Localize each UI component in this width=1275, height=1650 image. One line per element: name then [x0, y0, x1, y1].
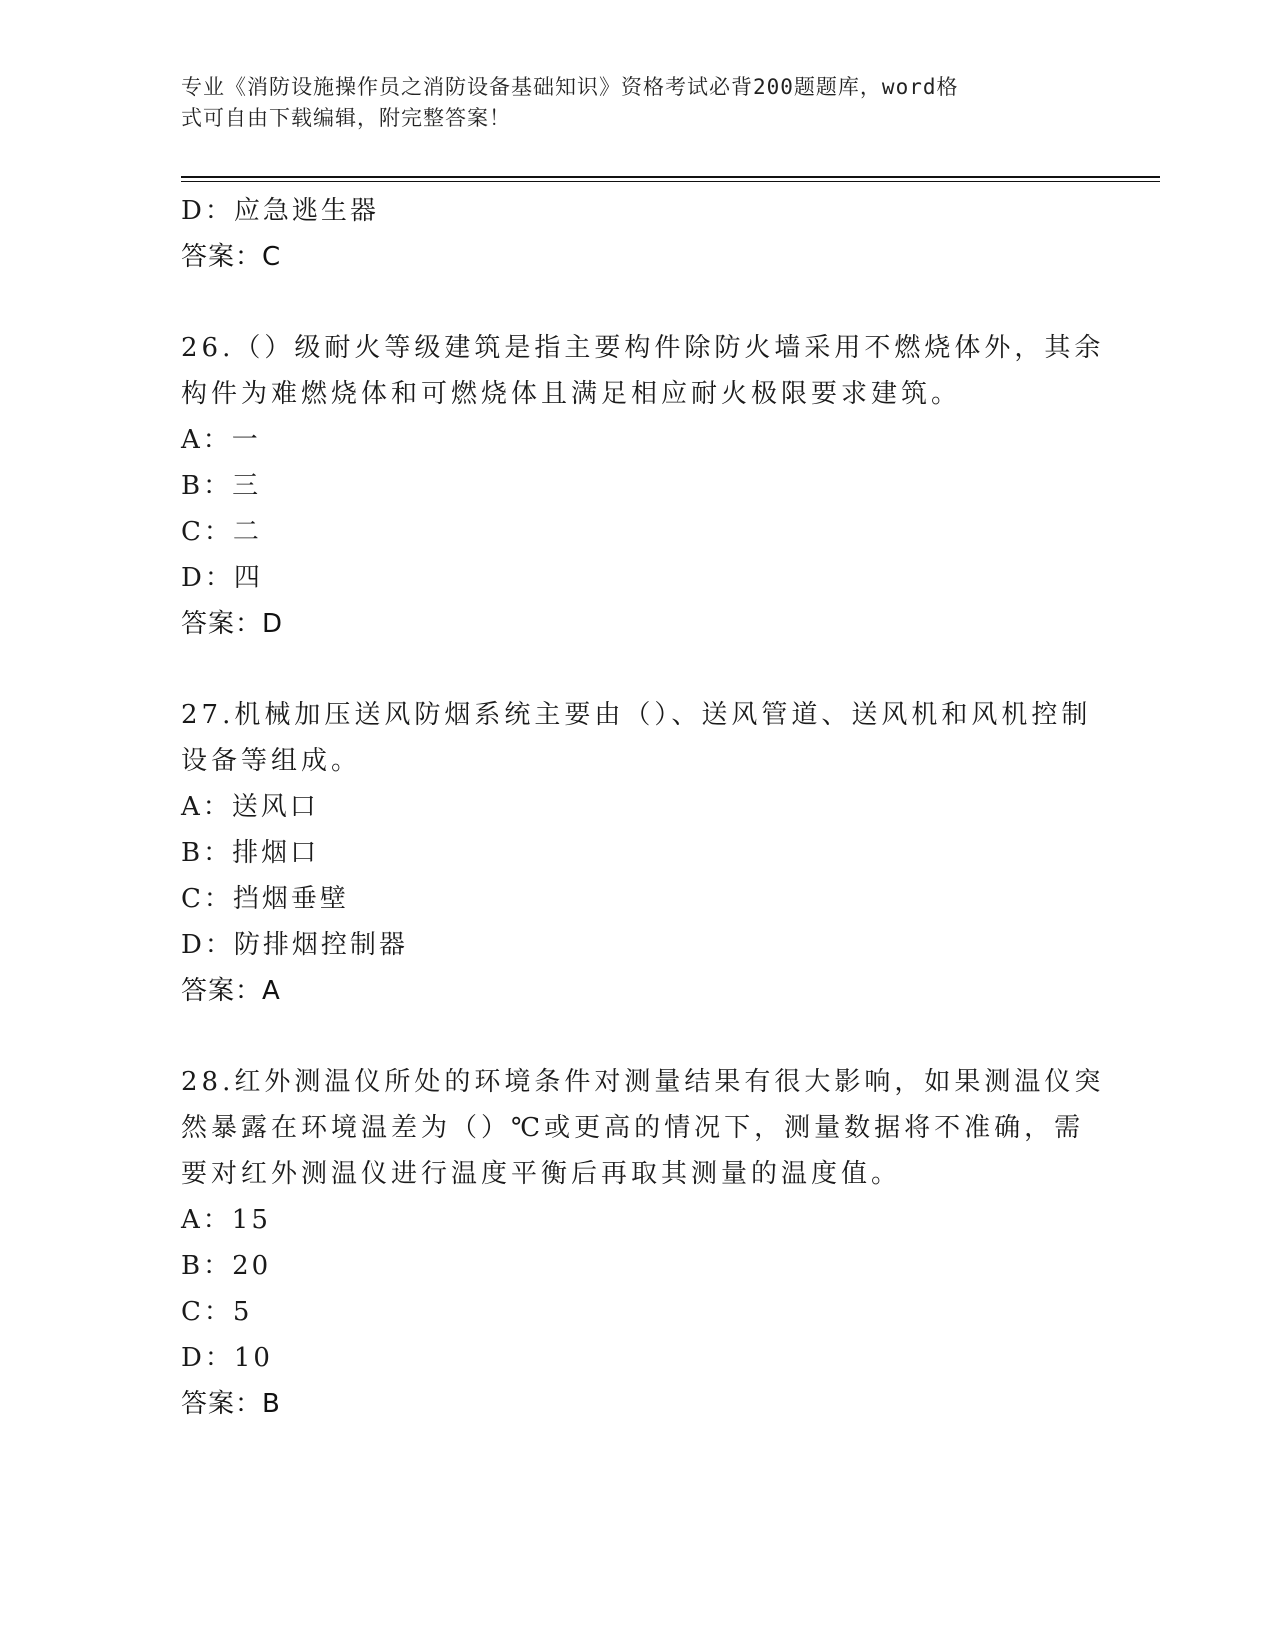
option-c: C：二	[181, 517, 262, 547]
option-d: D：10	[181, 1343, 273, 1373]
option-b: B：三	[181, 471, 262, 501]
option-b: B：排烟口	[181, 838, 320, 868]
carryover-option-d: D：应急逃生器	[181, 196, 379, 226]
header-divider-thin	[181, 181, 1160, 182]
option-a: A：15	[181, 1205, 271, 1235]
carryover-answer: 答案：C	[181, 242, 282, 272]
question-26	[181, 325, 1105, 647]
header-title-line-1: 专业《消防设施操作员之消防设备基础知识》资格考试必背200题题库，word格	[181, 75, 959, 99]
answer: 答案：B	[181, 1389, 281, 1419]
document-header	[181, 72, 1061, 134]
question-stem-line: 构件为难燃烧体和可燃烧体且满足相应耐火极限要求建筑。	[181, 379, 962, 409]
answer: 答案：D	[181, 609, 284, 639]
question-stem-line: 26.（）级耐火等级建筑是指主要构件除防火墙采用不燃烧体外，其余	[181, 333, 1105, 363]
option-b: B：20	[181, 1251, 272, 1281]
answer: 答案：A	[181, 976, 281, 1006]
option-a: A：一	[181, 425, 261, 455]
question-27	[181, 692, 1092, 1014]
header-title-line-2: 式可自由下载编辑，附完整答案！	[181, 106, 511, 130]
option-c: C：挡烟垂壁	[181, 884, 349, 914]
option-c: C：5	[181, 1297, 253, 1327]
question-stem-line: 27.机械加压送风防烟系统主要由（）、送风管道、送风机和风机控制	[181, 700, 1092, 730]
question-28	[181, 1059, 1105, 1427]
question-stem-line: 设备等组成。	[181, 746, 362, 776]
option-d: D：四	[181, 563, 263, 593]
question-list	[181, 188, 1105, 1427]
header-divider-thick	[181, 176, 1160, 178]
question-stem-line: 28.红外测温仪所处的环境条件对测量结果有很大影响，如果测温仪突	[181, 1067, 1105, 1097]
question-stem-line: 要对红外测温仪进行温度平衡后再取其测量的温度值。	[181, 1159, 902, 1189]
question-stem-line: 然暴露在环境温差为（）℃或更高的情况下，测量数据将不准确，需	[181, 1113, 1085, 1143]
option-a: A：送风口	[181, 792, 319, 822]
option-d: D：防排烟控制器	[181, 930, 408, 960]
